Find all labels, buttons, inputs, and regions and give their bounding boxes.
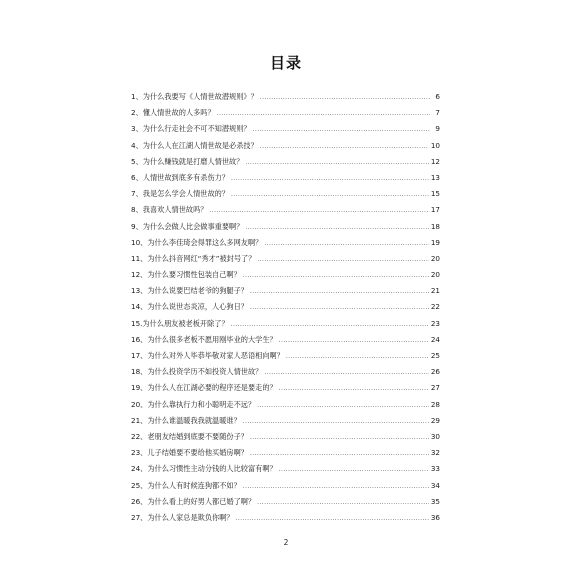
toc-entry-page: 25 bbox=[430, 351, 440, 360]
toc-entry-page: 33 bbox=[430, 464, 440, 474]
toc-entry[interactable] bbox=[131, 154, 440, 170]
toc-entry[interactable] bbox=[131, 299, 440, 315]
toc-dot-leader bbox=[217, 106, 430, 122]
toc-dot-leader bbox=[253, 122, 430, 138]
toc-entry-label: 25、为什么人有时候连狗都不如？ bbox=[131, 480, 241, 490]
toc-entry-label: 9、为什么会做人比会做事重要啊？ bbox=[131, 221, 244, 231]
toc-entry[interactable] bbox=[131, 267, 440, 283]
toc-entry-label: 14、为什么说世态炎凉，人心狗日？ bbox=[131, 302, 248, 312]
toc-entry[interactable] bbox=[131, 380, 440, 396]
toc-dot-leader bbox=[209, 203, 428, 219]
toc-entry-label: 3、为什么行走社会不可不知潜规则？ bbox=[131, 124, 251, 134]
toc-entry[interactable] bbox=[131, 397, 440, 413]
toc-entry[interactable] bbox=[131, 235, 440, 251]
toc-dot-leader bbox=[257, 252, 428, 268]
toc-entry-page: 23 bbox=[430, 318, 440, 328]
toc-entry[interactable] bbox=[131, 219, 440, 235]
toc-entry-page: 17 bbox=[430, 205, 440, 215]
toc-entry-label: 26、为什么看上的好男人都已婚了啊？ bbox=[131, 496, 256, 506]
toc-entry-label: 21、为什么谁温暖我我就温暖谁？ bbox=[131, 415, 241, 425]
toc-entry-page: 18 bbox=[430, 221, 440, 231]
toc-entry[interactable] bbox=[131, 316, 440, 332]
toc-dot-leader bbox=[286, 349, 429, 365]
toc-entry[interactable] bbox=[131, 170, 440, 186]
page-number: 2 bbox=[283, 538, 289, 547]
toc-entry-label: 12、为什么要习惯性包装自己啊？ bbox=[131, 270, 241, 280]
toc-entry-page: 36 bbox=[430, 512, 440, 522]
toc-entry-page: 22 bbox=[430, 302, 440, 312]
toc-dot-leader bbox=[250, 430, 429, 446]
toc-entry[interactable] bbox=[131, 348, 440, 364]
toc-dot-leader bbox=[250, 284, 429, 300]
toc-entry[interactable] bbox=[131, 138, 440, 154]
toc-entry-label: 2、懂人情世故的人多吗？ bbox=[131, 108, 215, 118]
toc-entry[interactable] bbox=[131, 494, 440, 510]
toc-dot-leader bbox=[243, 414, 429, 430]
toc-entry-page: 35 bbox=[430, 496, 440, 506]
toc-dot-leader bbox=[250, 446, 429, 462]
toc-entry-label: 27、为什么人家总是欺负你啊？ bbox=[131, 512, 234, 522]
toc-entry-label: 4、为什么人在江湖人情世故是必杀技？ bbox=[131, 140, 258, 150]
toc-entry-page: 10 bbox=[430, 140, 440, 150]
toc-dot-leader bbox=[260, 139, 429, 155]
toc-entry[interactable] bbox=[131, 461, 440, 477]
toc-dot-leader bbox=[245, 220, 428, 236]
table-of-contents bbox=[131, 89, 440, 526]
toc-entry-page: 20 bbox=[430, 253, 440, 263]
toc-entry-label: 24、为什么习惯性主动分钱的人比较富有啊？ bbox=[131, 464, 277, 474]
toc-entry[interactable] bbox=[131, 478, 440, 494]
toc-entry[interactable] bbox=[131, 121, 440, 137]
toc-entry-label: 19、为什么人在江湖必要的程序还是要走的？ bbox=[131, 383, 277, 393]
toc-dot-leader bbox=[231, 171, 429, 187]
toc-dot-leader bbox=[264, 236, 429, 252]
toc-entry[interactable] bbox=[131, 429, 440, 445]
toc-entry-page: 27 bbox=[430, 383, 440, 393]
toc-entry-page: 6 bbox=[435, 92, 440, 101]
toc-entry[interactable] bbox=[131, 413, 440, 429]
toc-dot-leader bbox=[257, 398, 429, 414]
toc-dot-leader bbox=[260, 90, 430, 106]
toc-entry-label: 20、为什么靠执行力和小聪明走不远？ bbox=[131, 399, 256, 409]
toc-entry-page: 24 bbox=[430, 334, 440, 344]
toc-entry-label: 22、老朋友结婚到底要不要随份子？ bbox=[131, 431, 248, 441]
toc-entry[interactable] bbox=[131, 251, 440, 267]
toc-entry-page: 29 bbox=[430, 415, 440, 425]
toc-entry[interactable] bbox=[131, 510, 440, 526]
toc-dot-leader bbox=[279, 333, 429, 349]
toc-dot-leader bbox=[243, 268, 429, 284]
toc-entry-label: 18、为什么投资学历不如投资人情世故？ bbox=[131, 367, 263, 377]
toc-entry-page: 7 bbox=[435, 108, 440, 118]
toc-entry-page: 28 bbox=[430, 399, 440, 409]
toc-dot-leader bbox=[231, 187, 429, 203]
toc-entry[interactable] bbox=[131, 364, 440, 380]
toc-entry-label: 16、为什么很多老板不愿用刚毕业的大学生？ bbox=[131, 334, 277, 344]
toc-dot-leader bbox=[279, 462, 429, 478]
toc-entry-label: 8、我喜欢人情世故吗？ bbox=[131, 205, 208, 215]
toc-entry-page: 13 bbox=[430, 172, 440, 182]
toc-entry[interactable] bbox=[131, 445, 440, 461]
toc-entry-page: 12 bbox=[430, 156, 440, 166]
toc-entry-label: 11、为什么抖音网红“秀才”被封号了？ bbox=[131, 253, 256, 263]
toc-entry[interactable] bbox=[131, 89, 440, 105]
toc-entry-page: 19 bbox=[430, 237, 440, 247]
toc-entry-page: 9 bbox=[435, 124, 440, 134]
toc-entry[interactable] bbox=[131, 202, 440, 218]
toc-entry-label: 5、为什么赚钱就是打磨人情世故？ bbox=[131, 156, 244, 166]
toc-entry-page: 21 bbox=[430, 286, 440, 296]
toc-entry[interactable] bbox=[131, 332, 440, 348]
toc-entry-label: 17、为什么对外人毕恭毕敬对家人恶语相向啊？ bbox=[131, 351, 284, 360]
toc-entry-label: 10、为什么李佳琦会得罪这么多网友啊？ bbox=[131, 237, 263, 247]
toc-entry[interactable] bbox=[131, 283, 440, 299]
toc-entry-label: 23、儿子结婚要不要给他买婚房啊？ bbox=[131, 448, 248, 458]
toc-entry-page: 30 bbox=[430, 431, 440, 441]
toc-entry-page: 34 bbox=[430, 480, 440, 490]
toc-entry-label: 15.为什么朋友被老板开除了？ bbox=[131, 318, 229, 328]
toc-dot-leader bbox=[236, 511, 429, 527]
toc-dot-leader bbox=[279, 381, 429, 397]
toc-entry-label: 13、为什么说要巴结老爷的狗腿子？ bbox=[131, 286, 248, 296]
toc-entry[interactable] bbox=[131, 105, 440, 121]
toc-entry-page: 15 bbox=[430, 189, 440, 199]
toc-dot-leader bbox=[245, 155, 428, 171]
toc-dot-leader bbox=[231, 317, 429, 333]
toc-entry-label: 7、我是怎么学会人情世故的？ bbox=[131, 189, 230, 199]
toc-dot-leader bbox=[257, 495, 429, 511]
toc-entry-page: 20 bbox=[430, 270, 440, 280]
toc-dot-leader bbox=[250, 300, 429, 316]
toc-entry-label: 1、为什么我要写《人情世故潜规则》？ bbox=[131, 92, 258, 101]
toc-dot-leader bbox=[243, 479, 429, 495]
toc-entry[interactable] bbox=[131, 186, 440, 202]
toc-dot-leader bbox=[264, 365, 429, 381]
toc-entry-page: 26 bbox=[430, 367, 440, 377]
toc-entry-page: 32 bbox=[430, 448, 440, 458]
page-title: 目录 bbox=[269, 54, 302, 72]
toc-entry-label: 6、人情世故到底多有杀伤力？ bbox=[131, 172, 230, 182]
